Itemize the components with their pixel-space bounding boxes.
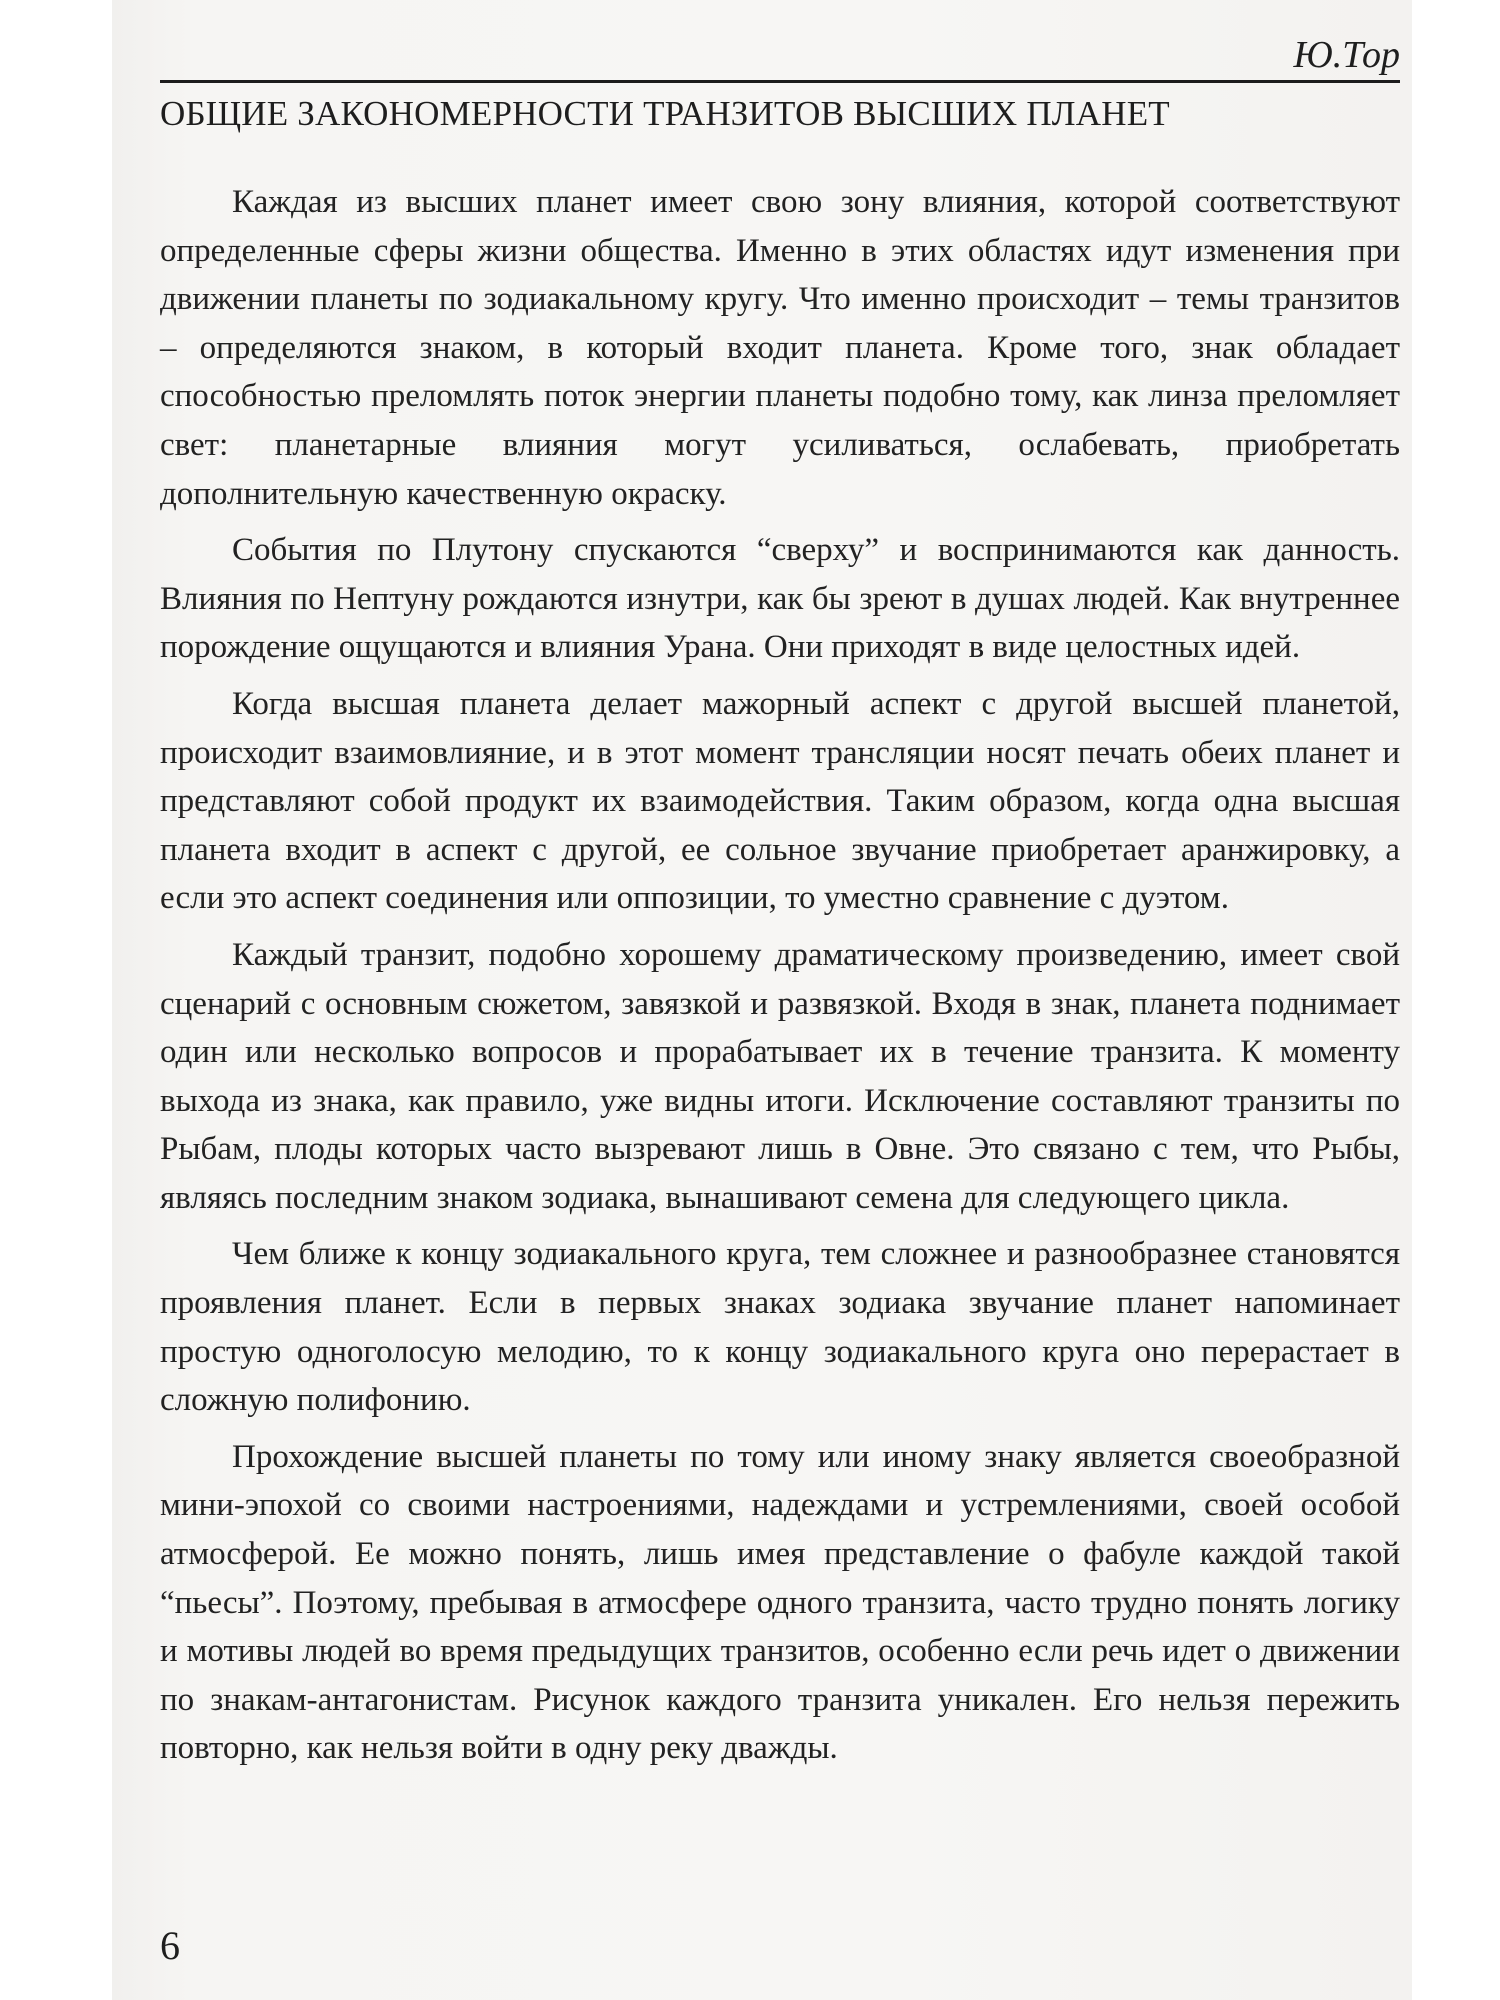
paragraph-4: Каждый транзит, подобно хорошему драматическому произведению, имеет свой сценарий с основным сюжетом, завязкой и развязкой. Входя в знак, планета поднимает один или несколько вопросов и прорабатывает их в течение транзита. К моменту выхода из знака, как правило, уже видны итоги. Исключение составляют транзиты по Рыбам, плоды которых часто вызревают лишь в Овне. Это связано с тем, что Рыбы, являясь последним знаком зодиака, вынашивают семена для следующего цикла. [160,936,1400,1216]
section-title: ОБЩИЕ ЗАКОНОМЕРНОСТИ ТРАНЗИТОВ ВЫСШИХ ПЛАНЕТ [160,94,1170,133]
paragraph-3: Когда высшая планета делает мажорный аспект с другой высшей планетой, происходит взаимовлияние, и в этот момент трансляции носят печать обеих планет и представляют собой продукт их взаимодействия. Таким образом, когда одна высшая планета входит в аспект с другой, ее сольное звучание приобретает аранжировку, а если это аспект соединения или оппозиции, то уместно сравнение с дуэтом. [160,685,1400,917]
paragraph-2: События по Плутону спускаются “сверху” и воспринимаются как данность. Влияния по Нептуну рождаются изнутри, как бы зреют в душах людей. Как внутреннее порождение ощущаются и влияния Урана. Они приходят в виде целостных идей. [160,532,1400,666]
page-number: 6 [160,1923,180,1968]
running-header [160,30,1400,83]
body-text [160,178,1400,1781]
paragraph-6: Прохождение высшей планеты по тому или иному знаку является своеобразной мини-эпохой со своими настроениями, надеждами и устремлениями, своей особой атмосферой. Ее можно понять, лишь имея представление о фабуле каждой такой “пьесы”. Поэтому, пребывая в атмосфере одного транзита, часто трудно понять логику и мотивы людей во время предыдущих транзитов, особенно если речь идет о движении по знакам-антагонистам. Рисунок каждого транзита уникален. Его нельзя пережить повторно, как нельзя войти в одну реку дважды. [160,1438,1400,1767]
header-author: Ю.Тор [1293,34,1400,76]
paragraph-5: Чем ближе к концу зодиакального круга, тем сложнее и разнообразнее становятся проявления планет. Если в первых знаках зодиака звучание планет напоминает простую одноголосую мелодию, то к концу зодиакального круга оно перерастает в сложную полифонию. [160,1236,1400,1419]
paragraph-1: Каждая из высших планет имеет свою зону влияния, которой соответствуют определенные сферы жизни общества. Именно в этих областях идут изменения при движении планеты по зодиакальному кругу. Что именно происходит – темы транзитов – определяются знаком, в который входит планета. Кроме того, знак обладает способностью преломлять поток энергии планеты подобно тому, как линза преломляет свет: планетарные влияния могут усиливаться, ослабевать, приобретать дополнительную качественную окраску. [160,184,1400,512]
